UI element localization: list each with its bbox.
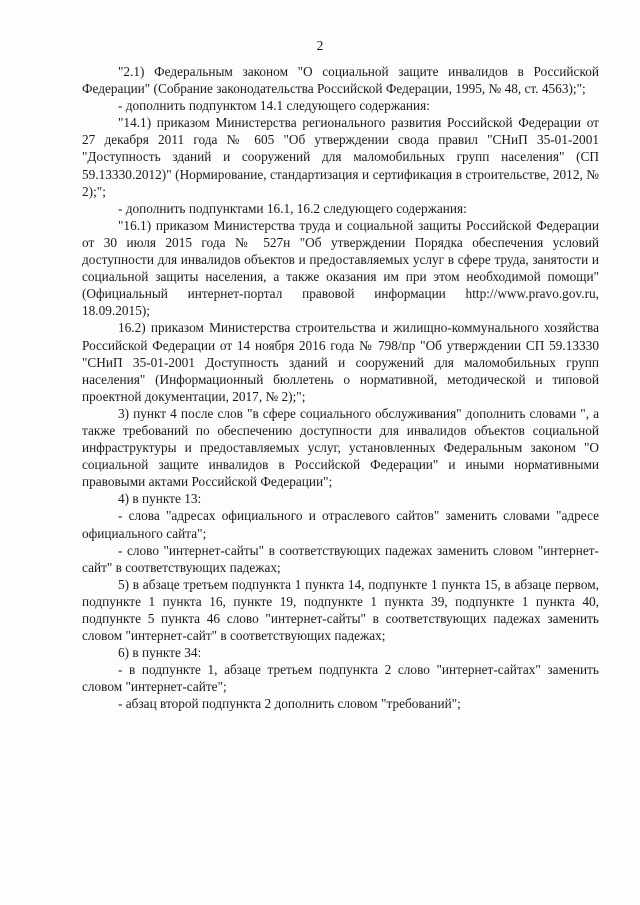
paragraph: - слова "адресах официального и отраслевого сайтов" заменить словами "адресе официального сайта";: [82, 508, 599, 541]
paragraph: - в подпункте 1, абзаце третьем подпункта 2 слово "интернет-сайтах" заменить словом "интернет-сайте";: [82, 662, 599, 695]
paragraph: "14.1) приказом Министерства регионального развития Российской Федерации от 27 декабря 2011 года № 605 "Об утверждении свода правил "СНиП 35-01-2001 "Доступность зданий и сооружений для маломобильных групп населения" (СП 59.13330.2012)" (Нормирование, стандартизация и сертификация в строительстве, 2012, № 2);";: [82, 115, 599, 199]
paragraph: - дополнить подпунктами 16.1, 16.2 следующего содержания:: [118, 200, 467, 216]
paragraph: 16.2) приказом Министерства строительства и жилищно-коммунального хозяйства Российской Федерации от 14 ноября 2016 года № 798/пр "Об утверждении СП 59.13330 "СНиП 35-01-2001 Доступность зданий и сооружений для маломобильных групп населения" (Информационный бюллетень о нормативной, методической и типовой проектной документации, 2017, № 2);";: [82, 320, 599, 404]
paragraph: 5) в абзаце третьем подпункта 1 пункта 14, подпункте 1 пункта 15, в абзаце первом, подпункте 1 пункта 16, пункте 19, подпункте 1 пункта 39, подпункте 1 пункта 40, подпункте 5 пункта 46 слово "интернет-сайты" в соответствующих падежах заменить словом "интернет-сайт" в соответствующих падежах;: [82, 576, 599, 644]
page-number: 2: [316, 38, 324, 53]
paragraph: "2.1) Федеральным законом "О социальной защите инвалидов в Российской Федерации" (Собрание законодательства Российской Федерации, 1995, № 48, ст. 4563);";: [82, 64, 599, 97]
paragraph: - абзац второй подпункта 2 дополнить словом "требований";: [118, 696, 461, 712]
paragraph: 4) в пункте 13:: [118, 491, 202, 507]
paragraph: 3) пункт 4 после слов "в сфере социального обслуживания" дополнить словами ", а также требований по обеспечению доступности для инвалидов объектов социальной инфраструктуры и предоставляемых услуг, установленных Федеральным законом "О социальной защите инвалидов в Российской Федерации" и иными нормативными правовыми актами Российской Федерации";: [82, 405, 599, 490]
paragraph: - дополнить подпунктом 14.1 следующего содержания:: [118, 98, 430, 114]
paragraph: - слово "интернет-сайты" в соответствующих падежах заменить словом "интернет-сайт" в соответствующих падежах;: [82, 542, 599, 575]
paragraph: "16.1) приказом Министерства труда и социальной защиты Российской Федерации от 30 июля 2015 года № 527н "Об утверждении Порядка обеспечения условий доступности для инвалидов объектов и предоставляемых услуг в сфере труда, занятости и социальной защиты населения, а также оказания им при этом необходимой помощи" (Официальный интернет-портал правовой информации http://www.pravo.gov.ru, 18.09.2015);: [82, 217, 599, 319]
document-body: [82, 63, 599, 713]
paragraph: 6) в пункте 34:: [118, 645, 202, 661]
